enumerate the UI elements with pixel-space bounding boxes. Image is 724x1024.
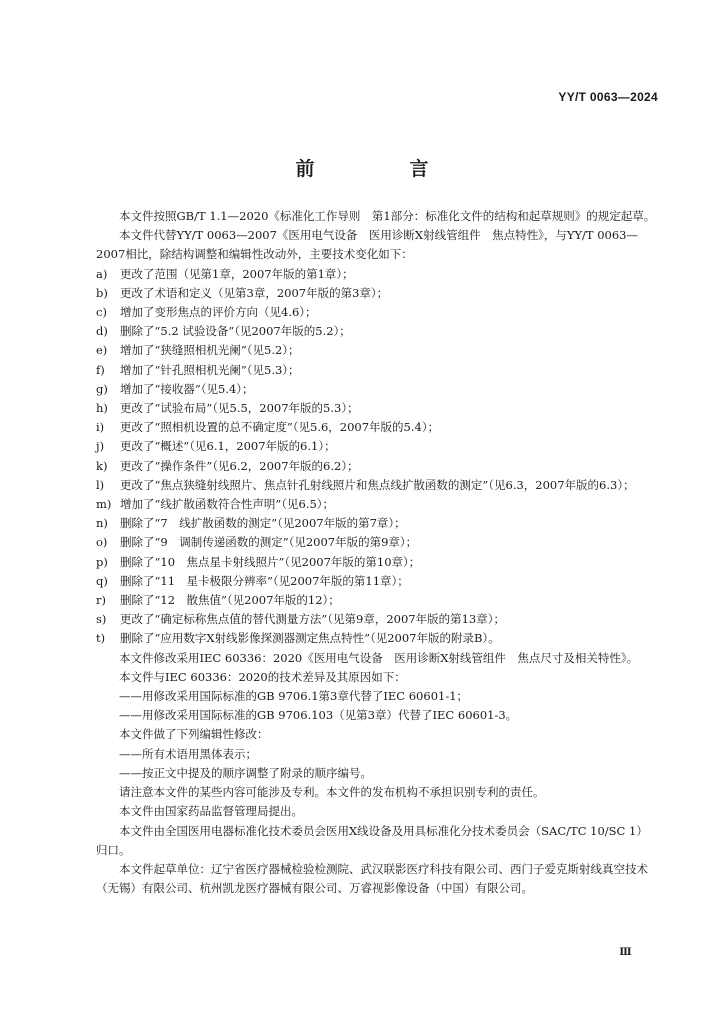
list-item-text: 删除了“应用数字X射线影像探测器测定焦点特性”（见2007年版的附录B）。 bbox=[120, 631, 500, 646]
list-item-label: c) bbox=[96, 305, 107, 320]
list-item bbox=[96, 284, 659, 303]
list-item-text: 删除了“12 散焦值”（见2007年版的12）； bbox=[120, 593, 340, 608]
list-item-label: t) bbox=[96, 631, 106, 646]
list-item-text: 增加了“针孔照相机光阑”（见5.3）； bbox=[120, 362, 300, 377]
list-item bbox=[96, 514, 659, 533]
list-item-text: 删除了“11 星卡极限分辨率”（见2007年版的第11章）； bbox=[120, 573, 409, 588]
list-item bbox=[96, 533, 659, 552]
paragraph: 本文件做了下列编辑性修改： bbox=[119, 727, 269, 742]
list-item-label: r) bbox=[96, 593, 106, 608]
patent-notice: 请注意本文件的某些内容可能涉及专利。本文件的发布机构不承担识别专利的责任。 bbox=[119, 785, 545, 800]
list-item-label: f) bbox=[96, 362, 105, 377]
list-item bbox=[96, 380, 659, 399]
list-item-label: n) bbox=[96, 516, 108, 531]
list-item-text: 更改了“概述”（见6.1，2007年版的6.1）； bbox=[120, 439, 336, 454]
list-item-label: s) bbox=[96, 612, 107, 627]
drafting-organizations: 本文件起草单位：辽宁省医疗器械检验检测院、武汉联影医疗科技有限公司、西门子爱克斯射线真空技术（无锡）有限公司、杭州凯龙医疗器械有限公司、万睿视影像设备（中国）有限公司。 bbox=[96, 861, 648, 896]
list-item bbox=[96, 476, 659, 495]
list-item-label: h) bbox=[96, 401, 108, 416]
list-item-text: 增加了“接收器”（见5.4）； bbox=[120, 381, 254, 396]
list-item-label: o) bbox=[96, 535, 108, 550]
list-item bbox=[96, 457, 659, 476]
list-item bbox=[96, 437, 659, 456]
paragraph: 本文件与IEC 60336：2020的技术差异及其原因如下： bbox=[119, 669, 406, 684]
list-item-text: 更改了“试验布局”（见5.5，2007年版的5.3）； bbox=[120, 401, 359, 416]
paragraph: 本文件按照GB/T 1.1—2020《标准化工作导则 第1部分：标准化文件的结构和起草规则》的规定起草。 bbox=[119, 209, 656, 223]
paragraph: 本文件代替YY/T 0063—2007《医用电气设备 医用诊断X射线管组件 焦点特性》，与YY/T 0063—2007相比，除结构调整和编辑性改动外，主要技术变化如下： bbox=[96, 228, 639, 262]
difference-item: ——用修改采用国际标准的GB 9706.103（见第3章）代替了IEC 60601-3。 bbox=[119, 708, 518, 723]
list-item-label: q) bbox=[96, 573, 108, 588]
list-item-label: l) bbox=[96, 477, 105, 492]
list-item-text: 更改了“照相机设置的总不确定度”（见5.6，2007年版的5.4）； bbox=[120, 420, 440, 435]
list-item bbox=[96, 591, 659, 610]
list-item-label: d) bbox=[96, 324, 108, 339]
editorial-item: ——按正文中提及的顺序调整了附录的顺序编号。 bbox=[119, 765, 372, 780]
list-item-text: 增加了“线扩散函数符合性声明”（见6.5）； bbox=[120, 497, 335, 512]
list-item-label: m) bbox=[96, 497, 112, 512]
list-item-label: p) bbox=[96, 554, 108, 569]
list-item-text: 更改了术语和定义（见第3章，2007年版的第3章）； bbox=[120, 285, 389, 300]
foreword-body bbox=[96, 207, 659, 898]
list-item bbox=[96, 629, 659, 648]
difference-item: ——用修改采用国际标准的GB 9706.1第3章代替了IEC 60601-1； bbox=[119, 689, 469, 704]
editorial-item: ——所有术语用黑体表示； bbox=[119, 746, 257, 761]
paragraph: 本文件由国家药品监督管理局提出。 bbox=[119, 804, 303, 819]
paragraph: 本文件修改采用IEC 60336：2020《医用电气设备 医用诊断X射线管组件 焦点尺寸及相关特性》。 bbox=[119, 650, 639, 665]
list-item bbox=[96, 361, 659, 380]
list-item-label: e) bbox=[96, 343, 108, 358]
list-item-label: i) bbox=[96, 420, 105, 435]
change-list bbox=[96, 265, 659, 649]
list-item bbox=[96, 418, 659, 437]
list-item bbox=[96, 553, 659, 572]
list-item-text: 删除了“7 线扩散函数的测定”（见2007年版的第7章）； bbox=[120, 516, 406, 531]
paragraph: 本文件由全国医用电器标准化技术委员会医用X线设备及用具标准化分技术委员会（SAC/TC 10/SC 1）归口。 bbox=[96, 823, 648, 857]
list-item-text: 增加了“狭缝照相机光阑”（见5.2）； bbox=[120, 343, 300, 358]
page-title: 前 言 bbox=[295, 158, 467, 180]
list-item-label: a) bbox=[96, 266, 108, 281]
list-item-label: k) bbox=[96, 458, 108, 473]
list-item bbox=[96, 322, 659, 341]
list-item-text: 更改了“焦点狭缝射线照片、焦点针孔射线照片和焦点线扩散函数的测定”（见6.3，2007年版的6.3）； bbox=[120, 477, 635, 492]
list-item-label: b) bbox=[96, 285, 108, 300]
list-item-text: 更改了“操作条件”（见6.2，2007年版的6.2）； bbox=[120, 458, 359, 473]
list-item-text: 更改了“确定标称焦点值的替代测量方法”（见第9章，2007年版的第13章）； bbox=[120, 612, 505, 627]
list-item-label: j) bbox=[96, 439, 105, 454]
list-item-text: 删除了“9 调制传递函数的测定”（见2007年版的第9章）； bbox=[120, 535, 418, 550]
list-item bbox=[96, 610, 659, 629]
list-item bbox=[96, 572, 659, 591]
list-item-text: 增加了变形焦点的评价方向（见4.6）； bbox=[120, 305, 317, 320]
list-item bbox=[96, 265, 659, 284]
standard-number: YY/T 0063—2024 bbox=[558, 90, 658, 104]
list-item bbox=[96, 303, 659, 322]
page-number: Ⅲ bbox=[619, 947, 632, 958]
list-item bbox=[96, 399, 659, 418]
list-item bbox=[96, 341, 659, 360]
list-item bbox=[96, 495, 659, 514]
list-item-text: 删除了“5.2 试验设备”（见2007年版的5.2）； bbox=[120, 324, 351, 339]
list-item-text: 删除了“10 焦点星卡射线照片”（见2007年版的第10章）； bbox=[120, 554, 421, 569]
list-item-label: g) bbox=[96, 381, 108, 396]
list-item-text: 更改了范围（见第1章，2007年版的第1章）； bbox=[120, 266, 354, 281]
